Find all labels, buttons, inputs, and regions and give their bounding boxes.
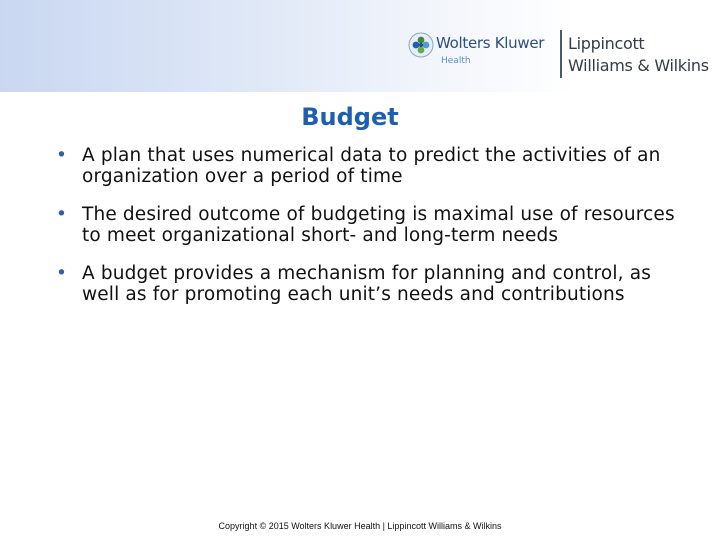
bullet-item <box>0 146 720 187</box>
bullet-text: A plan that uses numerical data to predict the activities of an organization over a period of time <box>82 145 661 187</box>
bullet-icon: • <box>56 204 68 225</box>
partner-line-2: Williams & Wilkins <box>568 56 709 75</box>
bullet-item <box>0 205 720 246</box>
logo-brand-text: Wolters Kluwer <box>436 34 545 52</box>
bullet-icon: • <box>56 145 68 166</box>
logo-divider <box>560 30 562 78</box>
logo-subtitle: Health <box>441 56 471 66</box>
bullet-item <box>0 264 720 305</box>
publisher-logo <box>408 30 716 80</box>
partner-logo-text <box>568 33 709 77</box>
slide-title: Budget <box>301 103 399 131</box>
partner-line-1: Lippincott <box>568 34 645 53</box>
bullet-text: The desired outcome of budgeting is maximal use of resources to meet organizational short- and long-term needs <box>82 204 675 246</box>
wolters-kluwer-seal-icon <box>408 32 434 58</box>
bullet-icon: • <box>56 263 68 284</box>
bullet-text: A budget provides a mechanism for planning and control, as well as for promoting each unit’s needs and contributions <box>82 263 651 305</box>
copyright-footer: Copyright © 2015 Wolters Kluwer Health | Lippincott Williams & Wilkins <box>218 521 502 531</box>
bullet-list <box>0 146 720 323</box>
